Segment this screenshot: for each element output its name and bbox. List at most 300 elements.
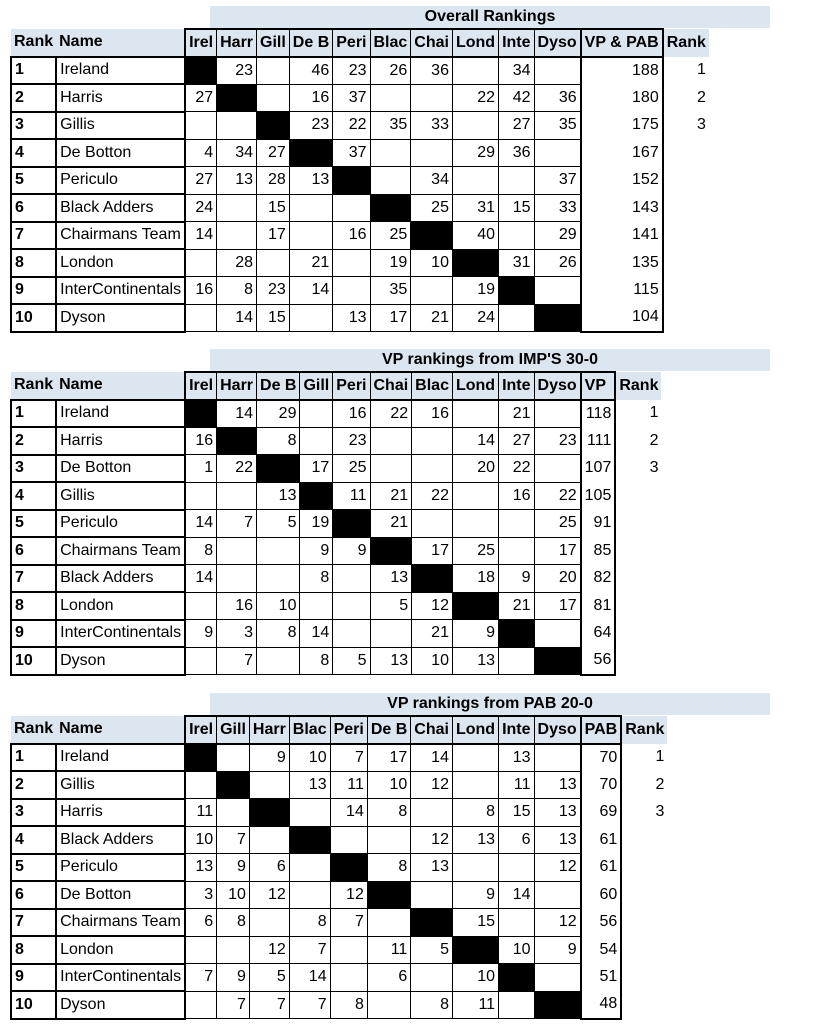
score-cell: 9 [452, 620, 498, 648]
self-match-cell [330, 854, 367, 882]
score-cell [289, 881, 330, 909]
score-cell: 9 [217, 964, 250, 992]
score-cell: 17 [257, 222, 290, 250]
table-row [11, 510, 662, 538]
column-header: De B [257, 372, 300, 400]
total-cell: 61 [581, 826, 622, 854]
score-cell [217, 194, 257, 222]
score-cell: 13 [289, 167, 332, 195]
side-rank-cell [621, 854, 668, 882]
table-row [11, 771, 668, 799]
total-cell: 81 [581, 592, 616, 620]
score-cell: 27 [499, 427, 534, 455]
score-cell: 37 [333, 84, 370, 112]
self-match-cell [300, 482, 333, 510]
column-header: Blac [370, 29, 411, 57]
rank-cell: 9 [11, 964, 56, 992]
score-cell: 13 [411, 854, 453, 882]
score-cell [452, 482, 498, 510]
team-name-cell: Chairmans Team [56, 222, 185, 250]
score-cell [300, 427, 333, 455]
score-cell [217, 112, 257, 140]
score-cell: 19 [452, 277, 498, 305]
score-cell: 9 [185, 620, 217, 648]
rank-cell: 8 [11, 592, 56, 620]
score-cell: 10 [411, 249, 453, 277]
column-header: Irel [185, 29, 217, 57]
score-cell: 11 [333, 482, 370, 510]
score-cell: 17 [534, 537, 581, 565]
name-header: Name [56, 372, 185, 400]
score-cell: 7 [249, 991, 289, 1019]
side-rank-cell: 2 [696, 88, 706, 106]
score-cell: 23 [333, 427, 370, 455]
team-name-cell: Periculo [56, 167, 185, 195]
self-match-cell [370, 537, 412, 565]
side-rank-cell [615, 482, 662, 510]
total-cell: 141 [581, 222, 663, 250]
score-cell: 27 [499, 112, 534, 140]
score-cell: 24 [185, 194, 217, 222]
score-cell: 9 [333, 537, 370, 565]
score-cell: 9 [499, 565, 534, 593]
score-cell: 8 [217, 277, 257, 305]
score-cell: 35 [534, 112, 581, 140]
rank-cell: 9 [11, 620, 56, 648]
score-cell: 7 [217, 647, 257, 675]
self-match-cell [333, 167, 370, 195]
score-cell [185, 249, 217, 277]
column-header: Harr [217, 372, 257, 400]
rank-cell: 6 [11, 194, 56, 222]
table-row [11, 744, 668, 772]
rank-cell: 3 [11, 799, 56, 827]
score-cell: 18 [452, 565, 498, 593]
score-cell [412, 427, 453, 455]
score-cell [333, 249, 370, 277]
column-header: Blac [289, 716, 330, 744]
score-cell: 36 [411, 57, 453, 85]
score-cell: 8 [367, 799, 410, 827]
side-rank-cell [621, 881, 668, 909]
self-match-cell [370, 194, 411, 222]
column-header: Irel [185, 372, 217, 400]
table-row [11, 964, 668, 992]
column-header: Dyso [534, 29, 581, 57]
name-header: Name [56, 716, 185, 744]
score-cell [289, 304, 332, 332]
rank-cell: 2 [11, 427, 56, 455]
score-cell: 13 [370, 565, 412, 593]
score-cell [333, 565, 370, 593]
score-cell: 22 [217, 455, 257, 483]
table-row [11, 139, 710, 167]
score-cell: 5 [370, 592, 412, 620]
team-name-cell: Chairmans Team [56, 537, 185, 565]
total-cell: 180 [581, 84, 663, 112]
side-rank-cell [663, 304, 710, 332]
score-cell [370, 84, 411, 112]
score-cell [367, 991, 410, 1019]
rank-cell: 10 [11, 647, 56, 675]
score-cell [217, 799, 250, 827]
score-cell [370, 139, 411, 167]
side-rank-cell [663, 222, 710, 250]
score-cell: 8 [411, 991, 453, 1019]
side-rank-cell [621, 964, 668, 992]
score-cell: 14 [411, 744, 453, 772]
score-cell: 21 [289, 249, 332, 277]
table-row [11, 537, 662, 565]
score-cell [534, 139, 581, 167]
score-cell: 16 [217, 592, 257, 620]
total-header: PAB [581, 716, 622, 744]
score-cell: 16 [185, 427, 217, 455]
score-cell: 13 [452, 647, 498, 675]
score-cell: 14 [330, 799, 367, 827]
side-rank-cell [621, 826, 668, 854]
score-cell [217, 744, 250, 772]
score-cell: 15 [499, 799, 534, 827]
side-rank-cell [621, 909, 668, 937]
column-header: Gill [300, 372, 333, 400]
score-cell [499, 510, 534, 538]
score-cell [289, 854, 330, 882]
rank-cell: 1 [11, 400, 56, 428]
score-cell: 10 [452, 964, 498, 992]
score-cell: 14 [217, 304, 257, 332]
total-cell: 85 [581, 537, 616, 565]
score-cell: 21 [370, 482, 412, 510]
score-cell [185, 936, 217, 964]
self-match-cell [289, 826, 330, 854]
rank-cell: 3 [11, 455, 56, 483]
team-name-cell: London [56, 249, 185, 277]
score-cell [185, 592, 217, 620]
score-cell: 16 [185, 277, 217, 305]
column-header: De B [289, 29, 332, 57]
self-match-cell [499, 620, 534, 648]
header-row [11, 716, 668, 744]
score-cell [499, 222, 534, 250]
score-cell: 22 [333, 112, 370, 140]
score-cell [367, 826, 410, 854]
self-match-cell [185, 400, 217, 428]
team-name-cell: Periculo [56, 854, 185, 882]
score-cell [499, 537, 534, 565]
score-cell: 13 [257, 482, 300, 510]
score-cell: 1 [185, 455, 217, 483]
score-cell: 16 [499, 482, 534, 510]
table-row [11, 936, 668, 964]
side-rank-cell [621, 936, 668, 964]
team-name-cell: InterContinentals [56, 620, 185, 648]
score-cell: 13 [534, 799, 581, 827]
ranking-grid [10, 371, 663, 676]
score-cell: 26 [370, 57, 411, 85]
self-match-cell [534, 304, 581, 332]
score-cell [333, 194, 370, 222]
score-cell: 4 [185, 139, 217, 167]
rank-cell: 9 [11, 277, 56, 305]
self-match-cell [452, 936, 498, 964]
total-header: VP & PAB [581, 29, 663, 57]
team-name-cell: Gillis [56, 482, 185, 510]
score-cell: 14 [185, 222, 217, 250]
total-cell: 188 [581, 57, 663, 85]
score-cell [289, 194, 332, 222]
team-name-cell: Harris [56, 84, 185, 112]
score-cell: 5 [411, 936, 453, 964]
score-cell: 9 [300, 537, 333, 565]
score-cell: 12 [249, 881, 289, 909]
score-cell [333, 620, 370, 648]
table-row [11, 57, 710, 85]
score-cell: 14 [289, 277, 332, 305]
team-name-cell: Ireland [56, 400, 185, 428]
score-cell: 37 [534, 167, 581, 195]
score-cell: 37 [333, 139, 370, 167]
side-rank-header: Rank [615, 372, 662, 400]
column-header: Chai [411, 716, 453, 744]
score-cell [257, 537, 300, 565]
ranking-grid [10, 715, 669, 1020]
score-cell: 17 [412, 537, 453, 565]
score-cell: 17 [370, 304, 411, 332]
score-cell: 16 [289, 84, 332, 112]
score-cell: 21 [499, 592, 534, 620]
score-cell [330, 964, 367, 992]
self-match-cell [333, 510, 370, 538]
score-cell [370, 620, 412, 648]
rank-cell: 3 [11, 112, 56, 140]
team-name-cell: InterContinentals [56, 277, 185, 305]
score-cell [452, 167, 498, 195]
column-header: De B [367, 716, 410, 744]
score-cell: 11 [185, 799, 217, 827]
team-name-cell: De Botton [56, 455, 185, 483]
team-name-cell: De Botton [56, 139, 185, 167]
rank-cell: 10 [11, 991, 56, 1019]
team-name-cell: Chairmans Team [56, 909, 185, 937]
score-cell: 8 [257, 427, 300, 455]
team-name-cell: London [56, 592, 185, 620]
score-cell [534, 881, 581, 909]
score-cell: 22 [534, 482, 581, 510]
column-header: Peri [330, 716, 367, 744]
score-cell: 7 [289, 991, 330, 1019]
score-cell: 35 [370, 112, 411, 140]
score-cell: 13 [452, 826, 498, 854]
score-cell [333, 277, 370, 305]
team-name-cell: Harris [56, 427, 185, 455]
self-match-cell [499, 277, 534, 305]
team-name-cell: Ireland [56, 57, 185, 85]
score-cell: 15 [257, 304, 290, 332]
score-cell: 12 [412, 592, 453, 620]
score-cell [330, 826, 367, 854]
team-name-cell: Gillis [56, 112, 185, 140]
rank-cell: 8 [11, 249, 56, 277]
score-cell [367, 909, 410, 937]
score-cell [411, 84, 453, 112]
score-cell [412, 455, 453, 483]
self-match-cell [367, 881, 410, 909]
self-match-cell [499, 964, 534, 992]
total-cell: 54 [581, 936, 622, 964]
side-rank-header: Rank [663, 29, 710, 57]
score-cell [257, 647, 300, 675]
score-cell: 40 [452, 222, 498, 250]
table-row [11, 592, 662, 620]
score-cell [333, 592, 370, 620]
score-cell: 9 [452, 881, 498, 909]
rank-cell: 7 [11, 909, 56, 937]
score-cell: 10 [257, 592, 300, 620]
total-cell: 111 [581, 427, 616, 455]
score-cell: 7 [185, 964, 217, 992]
score-cell: 36 [534, 84, 581, 112]
self-match-cell [217, 84, 257, 112]
score-cell: 3 [185, 881, 217, 909]
score-cell: 12 [411, 771, 453, 799]
side-rank-cell: 2 [649, 431, 659, 449]
column-header: Dyso [534, 716, 581, 744]
score-cell: 5 [333, 647, 370, 675]
side-rank-cell [615, 592, 662, 620]
score-cell: 8 [452, 799, 498, 827]
score-cell: 10 [412, 647, 453, 675]
score-cell: 34 [217, 139, 257, 167]
score-cell: 7 [217, 991, 250, 1019]
rank-cell: 7 [11, 222, 56, 250]
score-cell: 21 [370, 510, 412, 538]
total-cell: 135 [581, 249, 663, 277]
rank-cell: 4 [11, 482, 56, 510]
column-header: Harr [217, 29, 257, 57]
score-cell: 35 [370, 277, 411, 305]
total-cell: 70 [581, 744, 622, 772]
score-cell [370, 455, 412, 483]
score-cell: 17 [367, 744, 410, 772]
score-cell [300, 400, 333, 428]
self-match-cell [411, 222, 453, 250]
table-row [11, 400, 662, 428]
score-cell [499, 991, 534, 1019]
team-name-cell: Black Adders [56, 826, 185, 854]
score-cell [217, 222, 257, 250]
score-cell [411, 139, 453, 167]
score-cell: 10 [185, 826, 217, 854]
score-cell: 13 [185, 854, 217, 882]
score-cell: 33 [534, 194, 581, 222]
score-cell: 25 [534, 510, 581, 538]
score-cell [411, 799, 453, 827]
table-row [11, 84, 710, 112]
total-cell: 56 [581, 909, 622, 937]
team-name-cell: Harris [56, 799, 185, 827]
score-cell: 34 [499, 57, 534, 85]
score-cell [217, 537, 257, 565]
total-cell: 61 [581, 854, 622, 882]
side-rank-cell [663, 277, 710, 305]
table-row [11, 826, 668, 854]
rank-cell: 7 [11, 565, 56, 593]
header-row [11, 372, 662, 400]
team-name-cell: De Botton [56, 881, 185, 909]
score-cell: 10 [499, 936, 534, 964]
table-row [11, 909, 668, 937]
score-cell: 12 [534, 909, 581, 937]
score-cell: 13 [534, 826, 581, 854]
score-cell [185, 991, 217, 1019]
total-cell: 64 [581, 620, 616, 648]
self-match-cell [217, 427, 257, 455]
score-cell: 7 [289, 936, 330, 964]
column-header: Lond [452, 372, 498, 400]
total-cell: 115 [581, 277, 663, 305]
rank-cell: 5 [11, 167, 56, 195]
score-cell: 14 [300, 620, 333, 648]
score-cell [185, 304, 217, 332]
total-cell: 70 [581, 771, 622, 799]
table-row [11, 249, 710, 277]
score-cell [185, 112, 217, 140]
score-cell [411, 881, 453, 909]
score-cell: 8 [330, 991, 367, 1019]
column-header: Chai [370, 372, 412, 400]
score-cell: 8 [217, 909, 250, 937]
score-cell: 6 [499, 826, 534, 854]
score-cell: 15 [499, 194, 534, 222]
table-row [11, 222, 710, 250]
score-cell [499, 167, 534, 195]
score-cell: 14 [185, 565, 217, 593]
score-cell [534, 400, 581, 428]
table-row [11, 854, 668, 882]
score-cell [452, 57, 498, 85]
side-rank-cell [663, 167, 710, 195]
score-cell [534, 455, 581, 483]
score-cell: 9 [249, 744, 289, 772]
table-row [11, 304, 710, 332]
side-rank-cell: 3 [696, 116, 706, 134]
score-cell [452, 744, 498, 772]
total-cell: 152 [581, 167, 663, 195]
score-cell: 25 [452, 537, 498, 565]
score-cell: 9 [534, 936, 581, 964]
score-cell: 12 [534, 854, 581, 882]
total-cell: 175 [581, 112, 663, 140]
rank-cell: 4 [11, 826, 56, 854]
column-header: Lond [452, 716, 498, 744]
total-cell: 107 [581, 455, 616, 483]
score-cell: 6 [249, 854, 289, 882]
rank-cell: 5 [11, 510, 56, 538]
score-cell: 29 [534, 222, 581, 250]
table-row [11, 565, 662, 593]
total-cell: 48 [581, 991, 622, 1019]
column-header: Peri [333, 372, 370, 400]
score-cell: 25 [411, 194, 453, 222]
rank-cell: 10 [11, 304, 56, 332]
self-match-cell [257, 112, 290, 140]
score-cell [249, 771, 289, 799]
score-cell [452, 854, 498, 882]
score-cell [330, 936, 367, 964]
table-row [11, 620, 662, 648]
rank-header: Rank [11, 716, 56, 744]
